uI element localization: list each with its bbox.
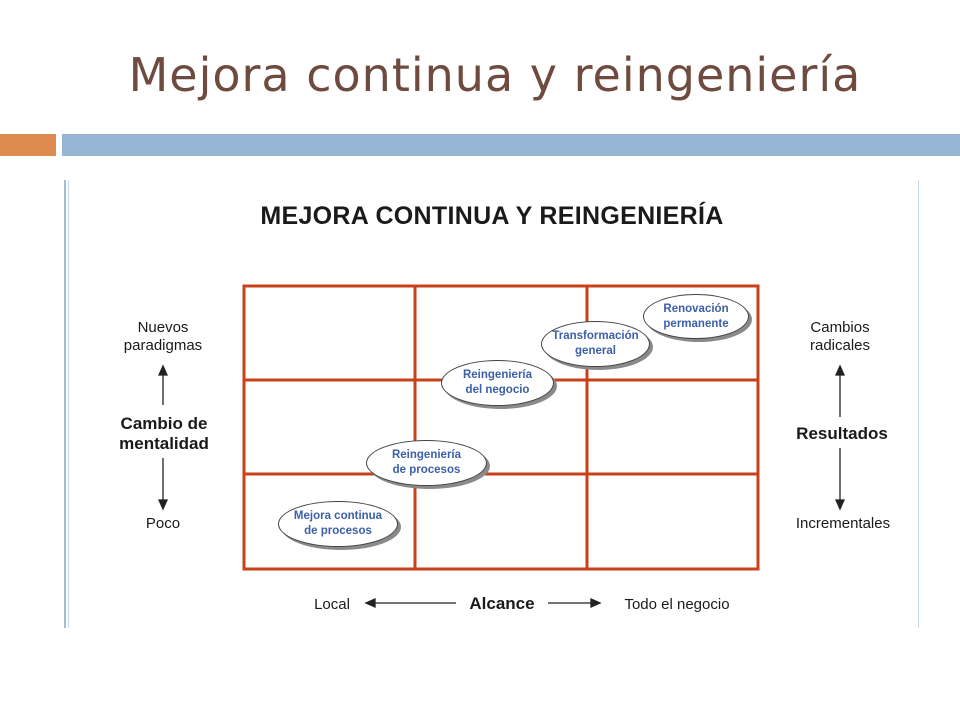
stage-oval-reingenieria-procesos — [366, 440, 487, 486]
stage-label-line1: Mejora continua — [293, 510, 383, 522]
right-arrow-down-head — [836, 500, 844, 509]
right-axis-top-label: Cambios radicales — [809, 319, 871, 354]
y-axis-bottom-label: Poco — [145, 515, 181, 532]
stage-label-line2: general — [575, 345, 616, 357]
stage-oval-reingenieria-negocio — [441, 360, 554, 406]
right-axis-bottom-label: Incrementales — [795, 515, 891, 532]
bottom-arrow-left-head — [366, 599, 375, 607]
stage-oval-renovacion-permanente — [643, 294, 749, 339]
diagram-title: MEJORA CONTINUA Y REINGENIERÍA — [260, 202, 724, 230]
x-axis-right-label: Todo el negocio — [624, 596, 730, 613]
stage-oval-mejora-continua — [278, 501, 398, 547]
stage-oval-transformacion-general — [541, 321, 650, 367]
stage-label-line1: Renovación — [663, 302, 729, 315]
left-arrow-down-head — [159, 500, 167, 509]
stage-label-line2: de procesos — [392, 464, 461, 476]
stage-label-line1: Reingeniería — [391, 449, 462, 461]
right-axis-title: Resultados — [796, 424, 888, 443]
stage-label-line2: permanente — [663, 317, 729, 330]
y-axis-title: Cambio de mentalidad — [119, 414, 209, 453]
bottom-arrow-right-head — [591, 599, 600, 607]
stage-label-line2: del negocio — [465, 384, 530, 396]
left-arrow-up-head — [159, 366, 167, 375]
x-axis-title: Alcance — [469, 594, 535, 613]
right-arrow-up-head — [836, 366, 844, 375]
y-axis-top-label: Nuevos paradigmas — [123, 319, 203, 354]
x-axis-left-label: Local — [314, 596, 350, 613]
stage-label-line2: de procesos — [304, 525, 372, 537]
slide-title: Mejora continua y reingeniería — [128, 48, 862, 102]
stage-label-line1: Transformación — [552, 330, 639, 342]
stage-label-line1: Reingeniería — [462, 369, 533, 381]
